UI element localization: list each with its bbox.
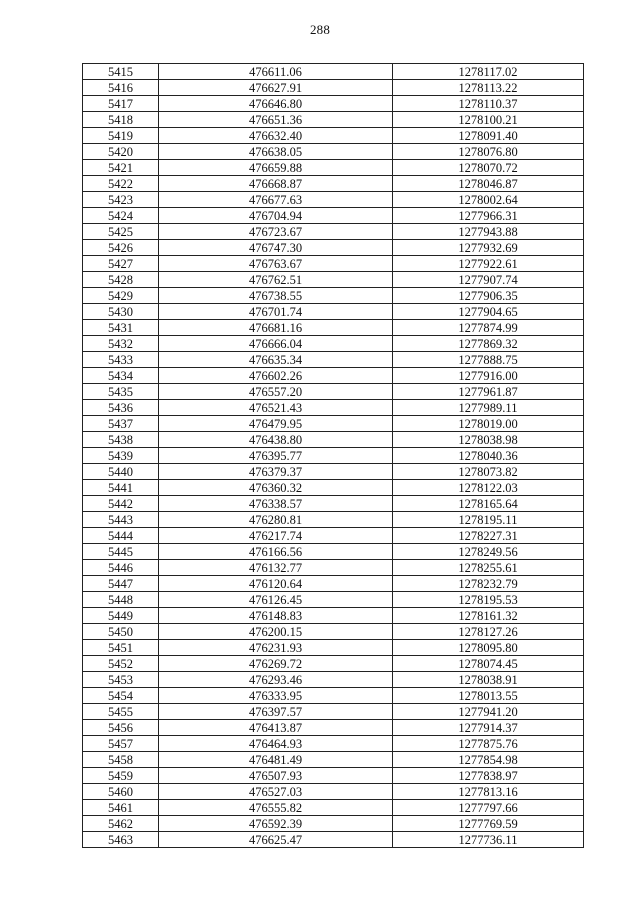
- table-row: [83, 656, 584, 672]
- x-coordinate-cell: 476704.94: [159, 208, 393, 224]
- table-row: [83, 512, 584, 528]
- point-id-cell: 5417: [83, 96, 159, 112]
- point-id-cell: 5418: [83, 112, 159, 128]
- table-row: [83, 384, 584, 400]
- y-coordinate-cell: 1278076.80: [393, 144, 584, 160]
- point-id-cell: 5416: [83, 80, 159, 96]
- x-coordinate-cell: 476269.72: [159, 656, 393, 672]
- table-row: [83, 192, 584, 208]
- x-coordinate-cell: 476360.32: [159, 480, 393, 496]
- y-coordinate-cell: 1278002.64: [393, 192, 584, 208]
- y-coordinate-cell: 1278195.11: [393, 512, 584, 528]
- y-coordinate-cell: 1278073.82: [393, 464, 584, 480]
- point-id-cell: 5456: [83, 720, 159, 736]
- point-id-cell: 5438: [83, 432, 159, 448]
- point-id-cell: 5431: [83, 320, 159, 336]
- point-id-cell: 5415: [83, 64, 159, 80]
- x-coordinate-cell: 476527.03: [159, 784, 393, 800]
- x-coordinate-cell: 476747.30: [159, 240, 393, 256]
- coordinates-table-body: [83, 64, 584, 848]
- table-row: [83, 320, 584, 336]
- table-row: [83, 96, 584, 112]
- table-row: [83, 816, 584, 832]
- point-id-cell: 5460: [83, 784, 159, 800]
- point-id-cell: 5440: [83, 464, 159, 480]
- point-id-cell: 5455: [83, 704, 159, 720]
- table-row: [83, 416, 584, 432]
- x-coordinate-cell: 476602.26: [159, 368, 393, 384]
- point-id-cell: 5454: [83, 688, 159, 704]
- table-row: [83, 336, 584, 352]
- x-coordinate-cell: 476646.80: [159, 96, 393, 112]
- x-coordinate-cell: 476507.93: [159, 768, 393, 784]
- x-coordinate-cell: 476557.20: [159, 384, 393, 400]
- x-coordinate-cell: 476681.16: [159, 320, 393, 336]
- x-coordinate-cell: 476627.91: [159, 80, 393, 96]
- table-row: [83, 832, 584, 848]
- point-id-cell: 5426: [83, 240, 159, 256]
- x-coordinate-cell: 476668.87: [159, 176, 393, 192]
- table-row: [83, 448, 584, 464]
- y-coordinate-cell: 1278195.53: [393, 592, 584, 608]
- x-coordinate-cell: 476413.87: [159, 720, 393, 736]
- point-id-cell: 5443: [83, 512, 159, 528]
- y-coordinate-cell: 1277961.87: [393, 384, 584, 400]
- point-id-cell: 5442: [83, 496, 159, 512]
- y-coordinate-cell: 1278100.21: [393, 112, 584, 128]
- table-row: [83, 752, 584, 768]
- table-row: [83, 560, 584, 576]
- table-row: [83, 128, 584, 144]
- table-row: [83, 544, 584, 560]
- table-row: [83, 784, 584, 800]
- table-row: [83, 704, 584, 720]
- coordinates-table: [82, 63, 584, 848]
- table-row: [83, 368, 584, 384]
- y-coordinate-cell: 1278117.02: [393, 64, 584, 80]
- y-coordinate-cell: 1277854.98: [393, 752, 584, 768]
- y-coordinate-cell: 1277922.61: [393, 256, 584, 272]
- x-coordinate-cell: 476397.57: [159, 704, 393, 720]
- y-coordinate-cell: 1278255.61: [393, 560, 584, 576]
- y-coordinate-cell: 1277966.31: [393, 208, 584, 224]
- y-coordinate-cell: 1277989.11: [393, 400, 584, 416]
- y-coordinate-cell: 1277869.32: [393, 336, 584, 352]
- x-coordinate-cell: 476438.80: [159, 432, 393, 448]
- point-id-cell: 5434: [83, 368, 159, 384]
- x-coordinate-cell: 476338.57: [159, 496, 393, 512]
- table-row: [83, 592, 584, 608]
- x-coordinate-cell: 476763.67: [159, 256, 393, 272]
- x-coordinate-cell: 476635.34: [159, 352, 393, 368]
- x-coordinate-cell: 476666.04: [159, 336, 393, 352]
- table-row: [83, 480, 584, 496]
- x-coordinate-cell: 476481.49: [159, 752, 393, 768]
- point-id-cell: 5451: [83, 640, 159, 656]
- point-id-cell: 5457: [83, 736, 159, 752]
- point-id-cell: 5450: [83, 624, 159, 640]
- page-number: 288: [309, 22, 331, 37]
- y-coordinate-cell: 1277943.88: [393, 224, 584, 240]
- x-coordinate-cell: 476625.47: [159, 832, 393, 848]
- x-coordinate-cell: 476632.40: [159, 128, 393, 144]
- y-coordinate-cell: 1277904.65: [393, 304, 584, 320]
- x-coordinate-cell: 476651.36: [159, 112, 393, 128]
- table-row: [83, 160, 584, 176]
- x-coordinate-cell: 476217.74: [159, 528, 393, 544]
- point-id-cell: 5425: [83, 224, 159, 240]
- x-coordinate-cell: 476166.56: [159, 544, 393, 560]
- table-row: [83, 464, 584, 480]
- table-row: [83, 496, 584, 512]
- x-coordinate-cell: 476738.55: [159, 288, 393, 304]
- x-coordinate-cell: 476200.15: [159, 624, 393, 640]
- x-coordinate-cell: 476464.93: [159, 736, 393, 752]
- table-row: [83, 528, 584, 544]
- x-coordinate-cell: 476379.37: [159, 464, 393, 480]
- point-id-cell: 5444: [83, 528, 159, 544]
- point-id-cell: 5458: [83, 752, 159, 768]
- x-coordinate-cell: 476132.77: [159, 560, 393, 576]
- point-id-cell: 5441: [83, 480, 159, 496]
- point-id-cell: 5428: [83, 272, 159, 288]
- y-coordinate-cell: 1278091.40: [393, 128, 584, 144]
- x-coordinate-cell: 476293.46: [159, 672, 393, 688]
- x-coordinate-cell: 476592.39: [159, 816, 393, 832]
- y-coordinate-cell: 1278249.56: [393, 544, 584, 560]
- y-coordinate-cell: 1278019.00: [393, 416, 584, 432]
- point-id-cell: 5435: [83, 384, 159, 400]
- y-coordinate-cell: 1278040.36: [393, 448, 584, 464]
- table-row: [83, 624, 584, 640]
- table-row: [83, 608, 584, 624]
- x-coordinate-cell: 476677.63: [159, 192, 393, 208]
- x-coordinate-cell: 476120.64: [159, 576, 393, 592]
- x-coordinate-cell: 476701.74: [159, 304, 393, 320]
- point-id-cell: 5429: [83, 288, 159, 304]
- x-coordinate-cell: 476148.83: [159, 608, 393, 624]
- point-id-cell: 5427: [83, 256, 159, 272]
- x-coordinate-cell: 476555.82: [159, 800, 393, 816]
- point-id-cell: 5463: [83, 832, 159, 848]
- x-coordinate-cell: 476231.93: [159, 640, 393, 656]
- table-row: [83, 640, 584, 656]
- x-coordinate-cell: 476521.43: [159, 400, 393, 416]
- x-coordinate-cell: 476723.67: [159, 224, 393, 240]
- point-id-cell: 5446: [83, 560, 159, 576]
- y-coordinate-cell: 1277941.20: [393, 704, 584, 720]
- x-coordinate-cell: 476280.81: [159, 512, 393, 528]
- y-coordinate-cell: 1278127.26: [393, 624, 584, 640]
- point-id-cell: 5462: [83, 816, 159, 832]
- table-row: [83, 256, 584, 272]
- y-coordinate-cell: 1278070.72: [393, 160, 584, 176]
- point-id-cell: 5424: [83, 208, 159, 224]
- y-coordinate-cell: 1277916.00: [393, 368, 584, 384]
- table-row: [83, 288, 584, 304]
- y-coordinate-cell: 1278232.79: [393, 576, 584, 592]
- y-coordinate-cell: 1277797.66: [393, 800, 584, 816]
- table-row: [83, 112, 584, 128]
- x-coordinate-cell: 476611.06: [159, 64, 393, 80]
- y-coordinate-cell: 1278110.37: [393, 96, 584, 112]
- point-id-cell: 5445: [83, 544, 159, 560]
- point-id-cell: 5436: [83, 400, 159, 416]
- table-row: [83, 688, 584, 704]
- table-row: [83, 208, 584, 224]
- point-id-cell: 5452: [83, 656, 159, 672]
- point-id-cell: 5447: [83, 576, 159, 592]
- table-row: [83, 240, 584, 256]
- y-coordinate-cell: 1278122.03: [393, 480, 584, 496]
- point-id-cell: 5419: [83, 128, 159, 144]
- point-id-cell: 5423: [83, 192, 159, 208]
- y-coordinate-cell: 1278038.98: [393, 432, 584, 448]
- table-row: [83, 720, 584, 736]
- y-coordinate-cell: 1278013.55: [393, 688, 584, 704]
- table-row: [83, 224, 584, 240]
- table-row: [83, 432, 584, 448]
- point-id-cell: 5420: [83, 144, 159, 160]
- table-row: [83, 304, 584, 320]
- x-coordinate-cell: 476659.88: [159, 160, 393, 176]
- table-row: [83, 64, 584, 80]
- point-id-cell: 5439: [83, 448, 159, 464]
- point-id-cell: 5432: [83, 336, 159, 352]
- table-row: [83, 736, 584, 752]
- x-coordinate-cell: 476395.77: [159, 448, 393, 464]
- point-id-cell: 5459: [83, 768, 159, 784]
- table-row: [83, 768, 584, 784]
- table-row: [83, 672, 584, 688]
- y-coordinate-cell: 1278046.87: [393, 176, 584, 192]
- y-coordinate-cell: 1277914.37: [393, 720, 584, 736]
- table-row: [83, 576, 584, 592]
- y-coordinate-cell: 1277906.35: [393, 288, 584, 304]
- y-coordinate-cell: 1278074.45: [393, 656, 584, 672]
- table-row: [83, 800, 584, 816]
- y-coordinate-cell: 1278095.80: [393, 640, 584, 656]
- x-coordinate-cell: 476126.45: [159, 592, 393, 608]
- x-coordinate-cell: 476333.95: [159, 688, 393, 704]
- point-id-cell: 5449: [83, 608, 159, 624]
- y-coordinate-cell: 1277932.69: [393, 240, 584, 256]
- y-coordinate-cell: 1277907.74: [393, 272, 584, 288]
- y-coordinate-cell: 1278165.64: [393, 496, 584, 512]
- y-coordinate-cell: 1278113.22: [393, 80, 584, 96]
- y-coordinate-cell: 1278161.32: [393, 608, 584, 624]
- table-row: [83, 272, 584, 288]
- x-coordinate-cell: 476638.05: [159, 144, 393, 160]
- y-coordinate-cell: 1277769.59: [393, 816, 584, 832]
- y-coordinate-cell: 1277875.76: [393, 736, 584, 752]
- table-row: [83, 352, 584, 368]
- y-coordinate-cell: 1278038.91: [393, 672, 584, 688]
- y-coordinate-cell: 1278227.31: [393, 528, 584, 544]
- point-id-cell: 5430: [83, 304, 159, 320]
- point-id-cell: 5433: [83, 352, 159, 368]
- table-row: [83, 144, 584, 160]
- x-coordinate-cell: 476479.95: [159, 416, 393, 432]
- point-id-cell: 5453: [83, 672, 159, 688]
- table-row: [83, 80, 584, 96]
- y-coordinate-cell: 1277888.75: [393, 352, 584, 368]
- y-coordinate-cell: 1277736.11: [393, 832, 584, 848]
- point-id-cell: 5448: [83, 592, 159, 608]
- table-row: [83, 176, 584, 192]
- point-id-cell: 5421: [83, 160, 159, 176]
- point-id-cell: 5437: [83, 416, 159, 432]
- y-coordinate-cell: 1277838.97: [393, 768, 584, 784]
- y-coordinate-cell: 1277874.99: [393, 320, 584, 336]
- point-id-cell: 5461: [83, 800, 159, 816]
- point-id-cell: 5422: [83, 176, 159, 192]
- y-coordinate-cell: 1277813.16: [393, 784, 584, 800]
- table-row: [83, 400, 584, 416]
- x-coordinate-cell: 476762.51: [159, 272, 393, 288]
